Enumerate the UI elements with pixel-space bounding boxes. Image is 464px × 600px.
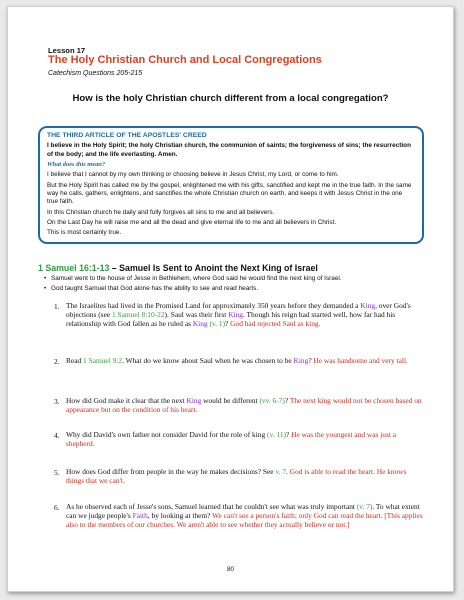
scripture-reference: 1 Samuel 9:2 (83, 356, 123, 365)
question-text: . Though his reign had started well, how far had his relationship with God fallen as he ruled as (66, 310, 396, 329)
answer-text: God is able to read the heart. He knows things that we can't. (66, 467, 407, 486)
meaning-paragraph-5: This is most certainly true. (47, 229, 122, 237)
question-1 (66, 301, 424, 329)
answer-text: He was handsome and very tall. (311, 356, 408, 365)
question-text: ? (308, 356, 312, 365)
meaning-question: What does this mean? (47, 160, 106, 168)
creed-heading: THE THIRD ARTICLE OF THE APOSTLES' CREED (47, 132, 207, 139)
question-text: How does God differ from people in the way he makes decisions? See (66, 467, 276, 476)
scripture-reference: (vv. 6-7) (259, 396, 285, 405)
meaning-paragraph-1: I believe that I cannot by my own thinking or choosing believe in Jesus Christ, my Lord, or come to him. (47, 171, 339, 179)
question-text: , by looking at them? (147, 511, 211, 521)
answer-text: God had rejected Saul as king. (228, 319, 321, 329)
bullet-item: • Samuel went to the house of Jesse in Bethlehem, where God said he would find the next king of Israel. (51, 275, 342, 282)
lesson-title: The Holy Christian Church and Local Congregations (48, 54, 322, 66)
scripture-reference: (v. 11) (267, 430, 286, 439)
question-text: As he observed each of Jesse's sons, Samuel learned that he couldn't see what was truly important (66, 502, 357, 511)
keyword: King (228, 310, 243, 320)
question-text: Why did David's own father not consider David for the role of king (66, 430, 268, 439)
answer-text: He was the youngest and was just a shepherd. (66, 430, 397, 449)
question-4 (66, 430, 424, 448)
answer-text: The next king would not be chosen based on appearance but on the condition of his heart. (66, 396, 422, 415)
question-text: , over God's objections (see (66, 301, 411, 320)
question-number: 3. (54, 397, 60, 406)
meaning-paragraph-3: In this Christian church he daily and fully forgives all sins to me and all believers. (47, 208, 275, 216)
question-number: 1. (54, 302, 60, 311)
lesson-label: Lesson 17 (48, 46, 86, 55)
question-text: ). Saul was their first (164, 310, 229, 320)
keyword: King (293, 356, 309, 365)
scripture-reference: (v. 7) (356, 502, 373, 511)
keyword: King (192, 319, 208, 329)
question-text: ? (284, 396, 289, 405)
section-title: – Samuel Is Sent to Anoint the Next King of Israel (109, 263, 318, 273)
meaning-paragraph-2: But the Holy Spirit has called me by the gospel, enlightened me with his gifts, sanctified and kept me in the true faith. In the same way he calls, gathers, enlightens, and sanctifies the whole Christian church on earth, and keeps it with Jesus Christ in the one true faith. (47, 181, 412, 206)
workbook-page (7, 6, 454, 592)
question-number: 6. (54, 503, 60, 512)
page-number: 80 (226, 566, 235, 573)
question-text: The Israelites had lived in the Promised Land for approximately 350 years before they demanded a (66, 301, 361, 310)
question-text: . (286, 467, 288, 476)
keyword: Faith (132, 511, 148, 521)
scripture-reference: (v. 1) (209, 319, 226, 329)
question-3 (66, 396, 424, 414)
main-question: How is the holy Christian church different from a local congregation? (72, 93, 389, 104)
creed-box (38, 126, 424, 244)
answer-text: We can't see a person's faith; only God can read the heart. [This applies also to the members of our churches. We aren't able to see whether they actually believe or not.] (66, 511, 423, 530)
question-5 (66, 467, 424, 485)
question-text: would be different (201, 396, 260, 405)
section-heading (38, 263, 318, 273)
question-text: ? (225, 319, 229, 329)
scripture-reference: v. 7 (275, 467, 287, 476)
scripture-reference: 1 Samuel 8:10-22 (111, 310, 165, 320)
question-number: 2. (54, 357, 60, 366)
meaning-paragraph-4: On the Last Day he will raise me and all the dead and give eternal life to me and all believers in Christ. (47, 218, 337, 226)
question-number: 4. (54, 431, 60, 440)
question-text: Read (66, 356, 84, 365)
question-text: ? (286, 430, 290, 439)
creed-text: I believe in the Holy Spirit; the holy Christian church, the communion of saints; the forgiveness of sins; the resurrection of the body; and the life everlasting. Amen. (47, 142, 411, 158)
question-2 (66, 356, 424, 365)
question-text: . What do we know about Saul when he was chosen to be (122, 356, 294, 365)
question-text: How did God make it clear that the next (66, 396, 187, 405)
keyword: King (186, 396, 202, 405)
question-number: 5. (54, 468, 60, 477)
catechism-questions: Catechism Questions 205-215 (48, 70, 143, 77)
bullet-item: • God taught Samuel that God alone has the ability to see and read hearts. (51, 285, 258, 292)
question-6 (66, 502, 424, 530)
question-text: . To what extent can we judge people's (66, 502, 420, 521)
keyword: King (360, 301, 376, 310)
section-reference: 1 Samuel 16:1-13 (38, 263, 110, 273)
